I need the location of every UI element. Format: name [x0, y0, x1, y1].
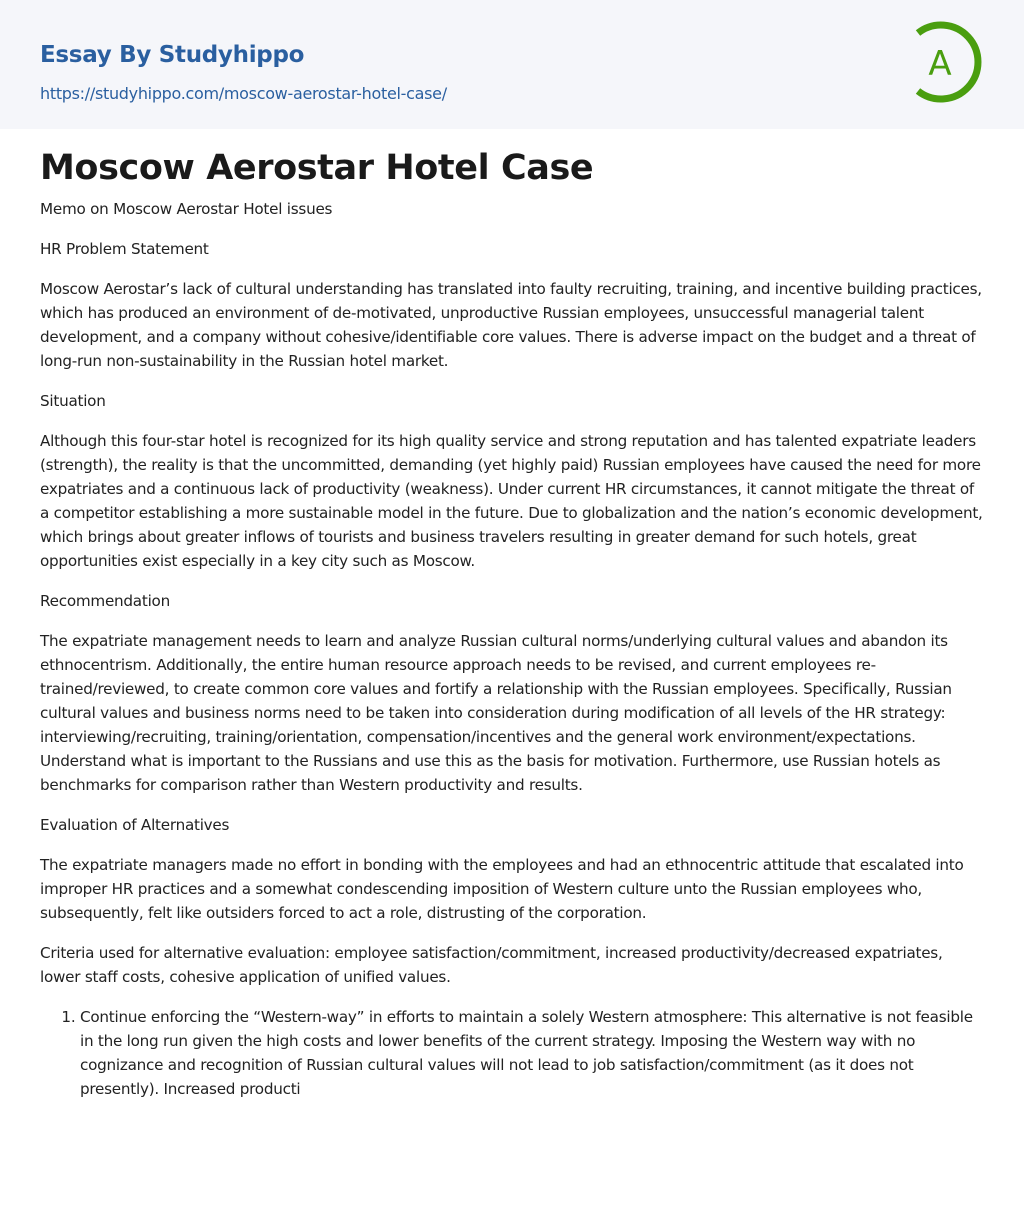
paragraph-problem-statement: Moscow Aerostar’s lack of cultural understanding has translated into faulty recruiting, training, and incentive building practices, which has produced an environment of de-motivated, unproductive Russian employees, unsuccessful managerial talent development, and a company without cohesive/identifiable core values. There is adverse impact on the budget and a threat of long-run non-sustainability in the Russian hotel market. — [40, 280, 982, 370]
section-heading-hr-problem: HR Problem Statement — [40, 240, 209, 258]
paragraph-recommendation: The expatriate management needs to learn and analyze Russian cultural norms/underlying cultural values and abandon its ethnocentrism. Additionally, the entire human resource approach needs to be revised, and current employees re-trained/reviewed, to create common core values and fortify a relationship with the Russian employees. Specifically, Russian cultural values and business norms need to be taken into consideration during modification of all levels of the HR strategy: interviewing/recruiting, training/orientation, compensation/incentives and the general work environment/expectations. Understand what is important to the Russians and use this as the basis for motivation. Furthermore, use Russian hotels as benchmarks for comparison rather than Western productivity and results. — [40, 632, 952, 794]
essay-url-link[interactable]: https://studyhippo.com/moscow-aerostar-hotel-case/ — [40, 84, 447, 103]
list-item: 1. Continue enforcing the “Western-way” in efforts to maintain a solely Western atmosphere: This alternative is not feasible in the long run given the high costs and lower benefits of the current strategy. Imposing the Western way with no cognizance and recognition of Russian cultural values will not lead to job satisfaction/commitment (as it does not presently). Increased producti — [80, 1005, 985, 1101]
article-body — [40, 197, 985, 1101]
svg-text:A: A — [928, 44, 952, 84]
section-heading-recommendation: Recommendation — [40, 592, 170, 610]
paragraph-situation: Although this four-star hotel is recognized for its high quality service and strong reputation and has talented expatriate leaders (strength), the reality is that the uncommitted, demanding (yet highly paid) Russian employees have caused the need for more expatriates and a continuous lack of productivity (weakness). Under current HR circumstances, it cannot mitigate the threat of a competitor establishing a more sustainable model in the future. Due to globalization and the nation’s economic development, which brings about greater inflows of tourists and business travelers resulting in greater demand for such hotels, great opportunities exist especially in a key city such as Moscow. — [40, 432, 983, 570]
section-heading-evaluation: Evaluation of Alternatives — [40, 816, 230, 834]
paragraph-criteria: Criteria used for alternative evaluation: employee satisfaction/commitment, increased productivity/decreased expatriates, lower staff costs, cohesive application of unified values. — [40, 944, 943, 986]
section-heading-situation: Situation — [40, 392, 106, 410]
paragraph-evaluation: The expatriate managers made no effort in bonding with the employees and had an ethnocentric attitude that escalated into improper HR practices and a somewhat condescending imposition of Western culture unto the Russian employees who, subsequently, felt like outsiders forced to act a role, distrusting of the corporation. — [40, 856, 964, 922]
logo-icon[interactable] — [912, 19, 986, 105]
alternatives-list — [40, 1005, 985, 1101]
page-title: Moscow Aerostar Hotel Case — [40, 148, 594, 188]
memo-subtitle: Memo on Moscow Aerostar Hotel issues — [40, 200, 333, 218]
brand-title: Essay By Studyhippo — [40, 42, 305, 68]
